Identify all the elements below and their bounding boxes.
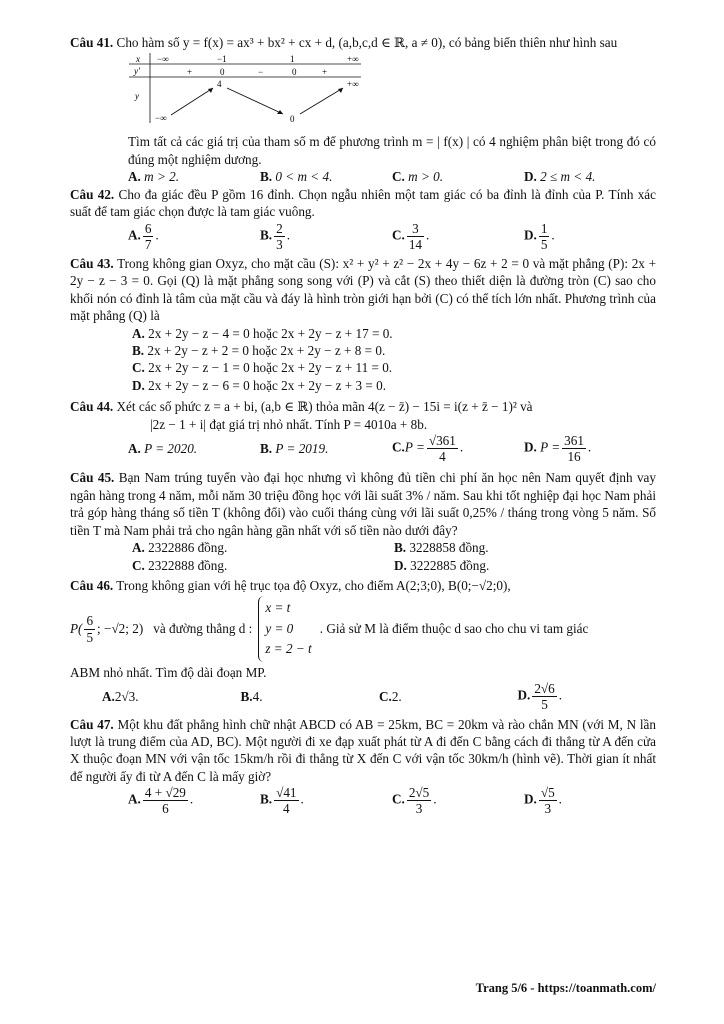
sign-2: − xyxy=(258,67,264,78)
sign-4: + xyxy=(322,67,328,78)
q41-option-d[interactable]: D. 2 ≤ m < 4. xyxy=(524,169,596,185)
q42-option-a[interactable]: A. $\frac{6}{7}$ . xyxy=(128,220,159,252)
q46-stem-2: P( $\frac{6}{5}$ ; −√2; 2) và đường thẳng d : x = t y = 0 z = 2 − t . Giả sử M là điểm thuộc d sao cho chu vi tam giác xyxy=(70,596,656,661)
q42-option-b[interactable]: B. $\frac{2}{3}$ . xyxy=(260,220,290,252)
q41-option-a[interactable]: A. m > 2. xyxy=(128,169,180,185)
table-y-label: y xyxy=(135,91,139,102)
q41-options xyxy=(70,168,656,185)
q42-stem: Câu 42. Cho đa giác đều P gồm 16 đỉnh. Chọn ngẫu nhiên một tam giác có ba đỉnh là đỉnh của P. Tính xác suất để tam giác chọn được là tam giác vuông. xyxy=(70,186,657,220)
q44-option-b[interactable]: B. P = 2019. xyxy=(260,441,329,457)
x-val-1: −1 xyxy=(217,54,227,65)
variation-table xyxy=(125,51,385,129)
y-val-2: 0 xyxy=(290,114,295,125)
table-yp-label: y' xyxy=(134,66,140,77)
q43-option-a[interactable]: A. 2x + 2y − z − 4 = 0 hoặc 2x + 2y − z + 17 = 0. xyxy=(132,325,393,341)
q45-stem: Câu 45. Bạn Nam trúng tuyển vào đại học nhưng vì không đủ tiền chi phí ăn học nên Nam quyết định vay ngân hàng trong 4 năm, mỗi năm 30 triệu đồng học với lãi suất 3% / năm. Sau khi tốt nghiệp đại học Nam phải trả góp hàng tháng số tiền T (không đổi) vào cuối tháng cùng với lãi suất 0,25% / tháng trong vòng 5 năm. Số tiền T mà Nam phải trả cho ngân hàng gần nhất với số tiền nào dưới đây? xyxy=(70,470,657,538)
q43-option-b[interactable]: B. 2x + 2y − z + 2 = 0 hoặc 2x + 2y − z + 8 = 0. xyxy=(132,342,386,358)
q44-option-d[interactable]: D. P = $\frac{361}{16}$ . xyxy=(524,433,592,465)
q47-options xyxy=(70,785,656,816)
q47-stem: Câu 47. Một khu đất phẳng hình chữ nhật ABCD có AB = 25km, BC = 20km và rào chắn MN (với M, N lần lượt là trung điểm của AD, BC). Một người đi xe đạp xuất phát từ A đi đến C bằng cách đi thẳng từ A đến cửa X thuộc đoạn MN với vận tốc 15km/h rồi đi thẳng từ X đến C với vận tốc 30km/h (hình vẽ). Thời gian ít nhất để người ấy đi từ A đến C là mấy giờ? xyxy=(70,716,656,784)
q41-option-b[interactable]: B. 0 < m < 4. xyxy=(260,169,333,185)
q41-stem: Câu 41. Cho hàm số y = f(x) = ax³ + bx² + cx + d, (a,b,c,d ∈ ℝ, a ≠ 0), có bảng biến thiên như hình sau xyxy=(70,35,618,50)
line-d-system: x = t y = 0 z = 2 − t xyxy=(258,596,311,661)
q41-option-c[interactable]: C. m > 0. xyxy=(392,169,444,185)
q42-option-c[interactable]: C. $\frac{3}{14}$ . xyxy=(392,220,430,252)
q43-option-d[interactable]: D. 2x + 2y − z − 6 = 0 hoặc 2x + 2y − z + 3 = 0. xyxy=(132,377,386,393)
q45-option-a[interactable]: A. 2322886 đồng. xyxy=(132,540,228,556)
q44-option-c[interactable]: C.P = $\frac{√361}{4}$ . xyxy=(392,433,464,465)
q44-stem-2: |2z − 1 + i| đạt giá trị nhỏ nhất. Tính P = 4010a + 8b. xyxy=(150,416,428,432)
q46-option-a[interactable]: A.2√3. xyxy=(102,689,139,705)
q47-option-d[interactable]: D. $\frac{√5}{3}$ . xyxy=(524,785,562,817)
q42-options xyxy=(70,221,656,252)
q46-option-c[interactable]: C.2. xyxy=(379,689,402,705)
q44-stem: Câu 44. Xét các số phức z = a + bi, (a,b ∈ ℝ) thỏa mãn 4(z − z̄) − 15i = i(z + z̄ − 1)² và xyxy=(70,399,533,415)
y-val-1: 4 xyxy=(217,79,222,90)
arrow-down xyxy=(227,88,283,114)
q44-options xyxy=(70,433,656,464)
arrow-up-1 xyxy=(171,88,213,115)
q47-option-c[interactable]: C. $\frac{2√5}{3}$ . xyxy=(392,785,437,817)
q46-options xyxy=(70,681,656,712)
q46-option-b[interactable]: B.4. xyxy=(240,689,263,705)
q45-option-b[interactable]: B. 3228858 đồng. xyxy=(394,540,489,556)
q46-option-d[interactable]: D. $\frac{2√6}{5}$ . xyxy=(517,681,563,713)
q43-stem: Câu 43. Trong không gian Oxyz, cho mặt cầu (S): x² + y² + z² − 2x + 4y − 6z + 2 = 0 và mặt phẳng (P): 2x + 2y − z − 3 = 0. Gọi (Q) là mặt phẳng song song với (P) và cắt (S) theo thiết diện là đường tròn (C) sao cho khối nón có đỉnh là tâm của mặt cầu và đáy là hình tròn giới hạn bởi (C) có thể tích lớn nhất. Phương trình của mặt phẳng (Q) là xyxy=(70,255,657,324)
q43-options xyxy=(70,325,656,395)
x-val-0: −∞ xyxy=(157,54,169,65)
q45-option-d[interactable]: D. 3222885 đồng. xyxy=(394,557,490,573)
q46-stem-3: ABM nhỏ nhất. Tìm độ dài đoạn MP. xyxy=(70,664,267,680)
q41-question: Tìm tất cả các giá trị của tham số m để phương trình m = | f(x) | có 4 nghiệm phân biệt trong đó có đúng một nghiệm dương. xyxy=(128,134,656,167)
q41-label: Câu 41. xyxy=(70,35,114,50)
q47-option-b[interactable]: B. $\frac{√41}{4}$ . xyxy=(260,785,304,817)
q46-stem: Câu 46. Trong không gian với hệ trục tọa độ Oxyz, cho điểm A(2;3;0), B(0;−√2;0), xyxy=(70,577,511,593)
sign-1: 0 xyxy=(220,67,225,78)
q45-options xyxy=(70,539,656,574)
q42-option-d[interactable]: D. $\frac{1}{5}$ . xyxy=(524,220,555,252)
sign-0: + xyxy=(187,67,193,78)
y-val-3: +∞ xyxy=(347,79,359,90)
q44-option-a[interactable]: A. P = 2020. xyxy=(128,441,198,457)
q43-option-c[interactable]: C. 2x + 2y − z − 1 = 0 hoặc 2x + 2y − z + 11 = 0. xyxy=(132,360,393,376)
page-footer[interactable]: Trang 5/6 - https://toanmath.com/ xyxy=(475,981,656,995)
q47-option-a[interactable]: A. $\frac{4 + √29}{6}$ . xyxy=(128,785,194,817)
exam-page xyxy=(70,34,656,817)
q45-option-c[interactable]: C. 2322888 đồng. xyxy=(132,557,228,573)
x-val-2: 1 xyxy=(290,54,295,65)
arrow-up-2 xyxy=(300,88,343,114)
sign-3: 0 xyxy=(292,67,297,78)
table-x-label: x xyxy=(136,54,140,65)
x-val-3: +∞ xyxy=(347,54,359,65)
y-val-0: −∞ xyxy=(155,113,167,124)
